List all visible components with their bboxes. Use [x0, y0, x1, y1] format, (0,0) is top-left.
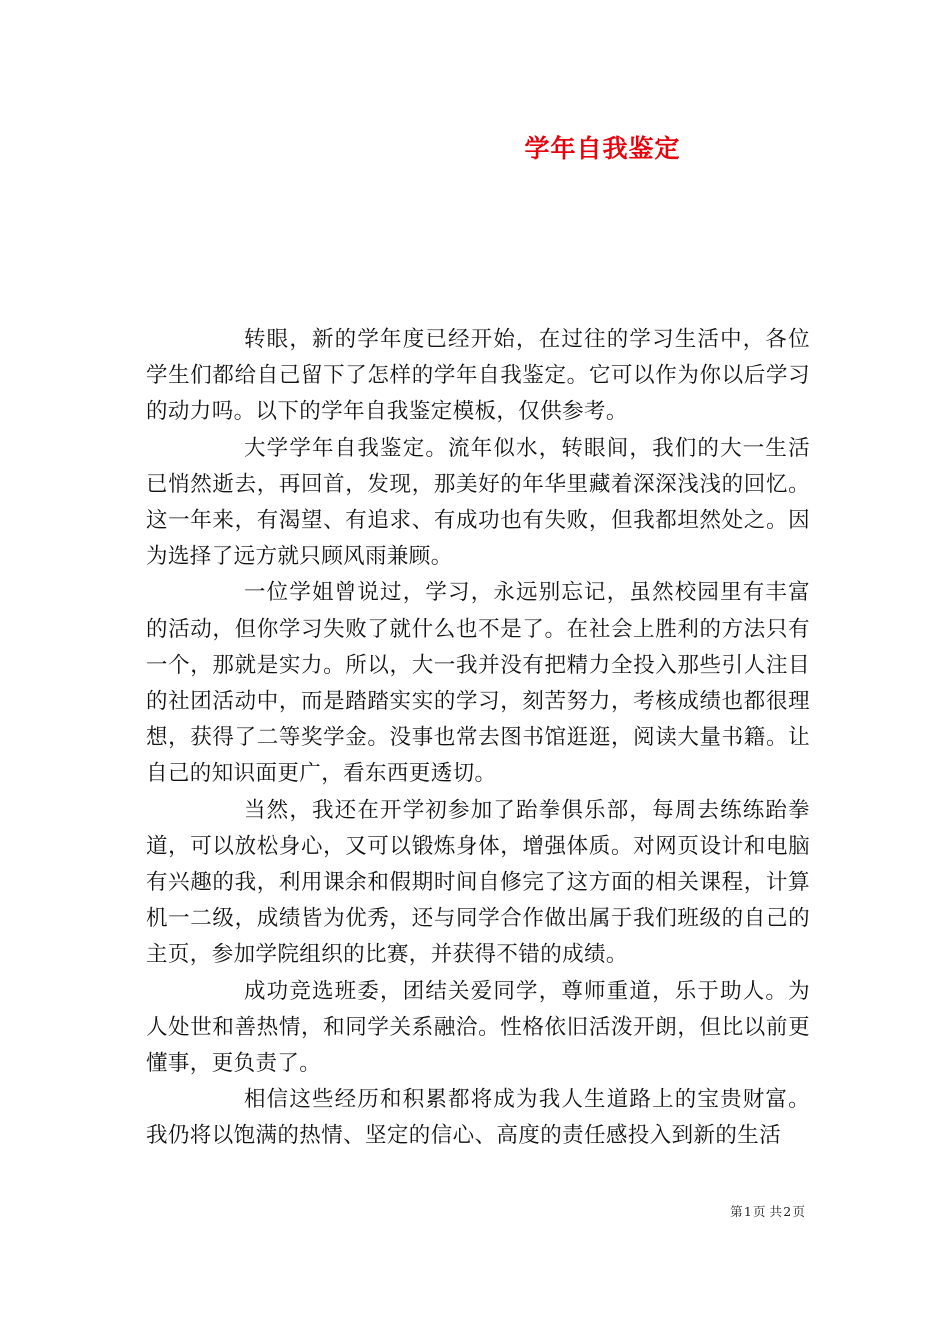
- paragraph: 转眼，新的学年度已经开始，在过往的学习生活中，各位学生们都给自己留下了怎样的学年自我鉴定。它可以作为你以后学习的动力吗。以下的学年自我鉴定模板，仅供参考。: [146, 327, 810, 425]
- page-footer: [0, 1204, 805, 1220]
- footer-total-pages: 2: [783, 1204, 792, 1219]
- document-body: [146, 322, 810, 1155]
- document-title: 学年自我鉴定: [524, 134, 681, 163]
- paragraph: 当然，我还在开学初参加了跆拳俱乐部，每周去练练跆拳道，可以放松身心，又可以锻炼身体，增强体质。对网页设计和电脑有兴趣的我，利用课余和假期时间自修完了这方面的相关课程，计算机一二级，成绩皆为优秀，还与同学合作做出属于我们班级的自己的主页，参加学院组织的比赛，并获得不错的成绩。: [146, 797, 810, 968]
- footer-middle: 页 共: [753, 1204, 783, 1219]
- paragraph: 成功竞选班委，团结关爱同学，尊师重道，乐于助人。为人处世和善热情，和同学关系融洽。性格依旧活泼开朗，但比以前更懂事，更负责了。: [146, 978, 810, 1077]
- footer-suffix: 页: [792, 1204, 805, 1219]
- footer-current-page: 1: [743, 1204, 752, 1219]
- paragraph: 相信这些经历和积累都将成为我人生道路上的宝贵财富。我仍将以饱满的热情、坚定的信心、高度的责任感投入到新的生活: [146, 1087, 810, 1149]
- paragraph: 大学学年自我鉴定。流年似水，转眼间，我们的大一生活已悄然逝去，再回首，发现，那美好的年华里藏着深深浅浅的回忆。这一年来，有渴望、有追求、有成功也有失败，但我都坦然处之。因为选择了远方就只顾风雨兼顾。: [146, 435, 810, 570]
- paragraph: 一位学姐曾说过，学习，永远别忘记，虽然校园里有丰富的活动，但你学习失败了就什么也不是了。在社会上胜利的方法只有一个，那就是实力。所以，大一我并没有把精力全投入那些引人注目的社团活动中，而是踏踏实实的学习，刻苦努力，考核成绩也都很理想，获得了二等奖学金。没事也常去图书馆逛逛，阅读大量书籍。让自己的知识面更广，看东西更透切。: [146, 580, 810, 787]
- footer-prefix: 第: [730, 1204, 743, 1219]
